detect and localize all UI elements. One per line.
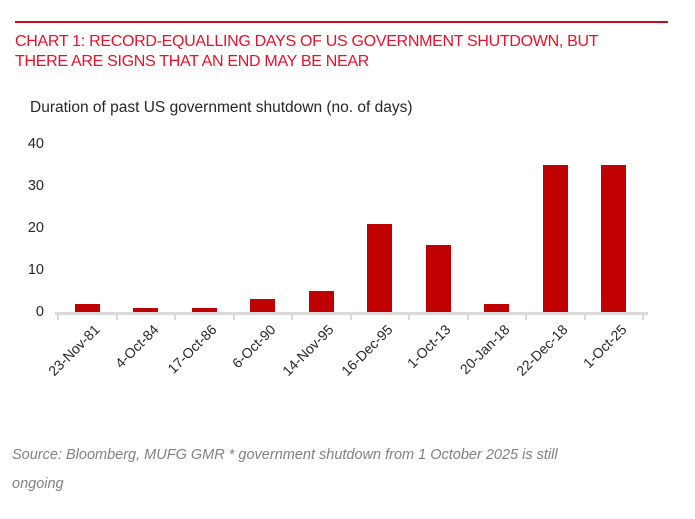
x-axis-label: 1-Oct-13 xyxy=(404,321,454,372)
x-axis-label: 17-Oct-86 xyxy=(164,321,220,377)
bar xyxy=(426,245,451,312)
x-axis-tick xyxy=(116,312,118,320)
x-axis-tick xyxy=(584,312,586,320)
source-note-line2: ongoing xyxy=(12,476,64,492)
x-axis-tick xyxy=(642,312,644,320)
bar xyxy=(543,165,568,312)
bar xyxy=(250,299,275,312)
y-axis-label: 40 xyxy=(27,136,44,152)
y-axis-label: 0 xyxy=(35,304,44,320)
bar xyxy=(75,304,100,312)
bar xyxy=(484,304,509,312)
bar xyxy=(192,308,217,312)
chart-heading-line1: CHART 1: RECORD-EQUALLING DAYS OF US GOVERNMENT SHUTDOWN, BUT xyxy=(15,33,599,50)
x-axis-label: 23-Nov-81 xyxy=(45,321,103,379)
y-axis-label: 10 xyxy=(27,262,44,278)
bar xyxy=(309,291,334,312)
y-axis-label: 20 xyxy=(27,220,44,236)
x-axis-line xyxy=(55,312,648,315)
x-axis-label: 22-Dec-18 xyxy=(513,321,571,379)
x-axis-label: 20-Jan-18 xyxy=(456,321,513,378)
bar xyxy=(601,165,626,312)
y-axis-label: 30 xyxy=(27,178,44,194)
chart-subtitle: Duration of past US government shutdown (no. of days) xyxy=(30,99,413,116)
x-axis-tick xyxy=(291,312,293,320)
x-axis-label: 1-Oct-25 xyxy=(579,321,630,372)
bar xyxy=(367,224,392,312)
x-axis-label: 6-Oct-90 xyxy=(228,321,279,372)
chart-heading-line2: THERE ARE SIGNS THAT AN END MAY BE NEAR xyxy=(15,53,370,70)
x-axis-label: 4-Oct-84 xyxy=(111,321,162,372)
x-axis-tick xyxy=(408,312,410,320)
x-axis-tick xyxy=(525,312,527,320)
source-note xyxy=(12,441,672,499)
x-axis-label: 14-Nov-95 xyxy=(279,321,337,379)
bar xyxy=(133,308,158,312)
x-axis-tick xyxy=(57,312,59,320)
x-axis-tick xyxy=(174,312,176,320)
x-axis-tick xyxy=(233,312,235,320)
source-note-line1: Source: Bloomberg, MUFG GMR * government shutdown from 1 October 2025 is still xyxy=(12,447,558,463)
x-axis-label: 16-Dec-95 xyxy=(337,321,396,379)
x-axis-tick xyxy=(350,312,352,320)
x-axis-tick xyxy=(467,312,469,320)
